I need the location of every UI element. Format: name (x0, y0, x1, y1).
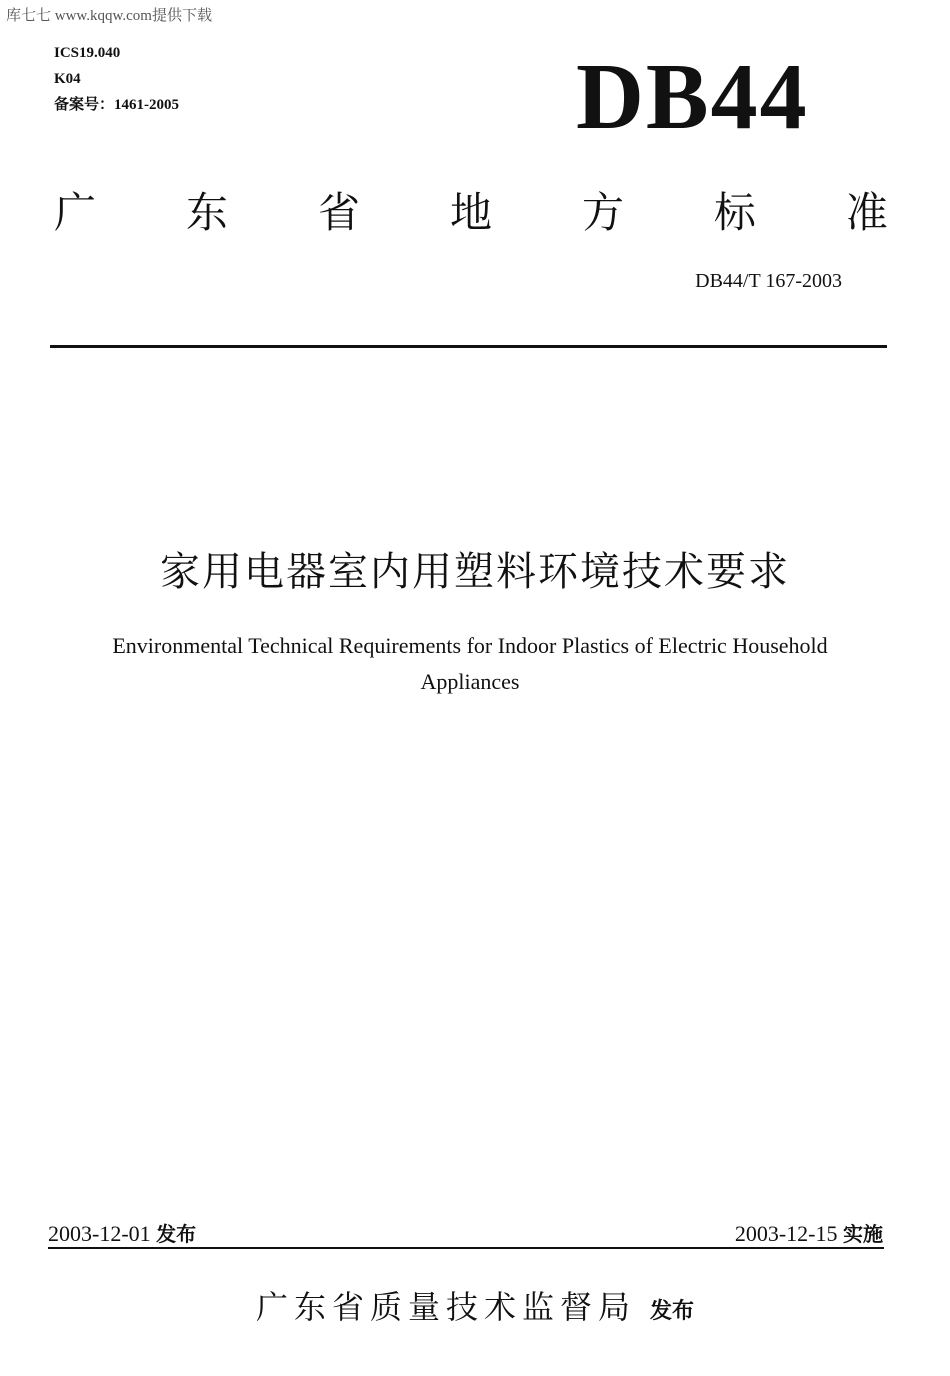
watermark-text: 库七七 www.kqqw.com提供下载 (6, 8, 212, 24)
footer-divider (48, 1247, 884, 1249)
implement-date-group (735, 1218, 883, 1247)
document-title-en (40, 628, 900, 700)
standard-type-char: 广 (54, 188, 97, 237)
publisher-action: 发布 (650, 1299, 695, 1324)
header-divider (50, 345, 887, 348)
title-en-line-2: Appliances (420, 669, 520, 694)
db-logo: DB44 (576, 45, 809, 149)
ics-code: ICS19.040 (54, 45, 121, 61)
publish-label: 发布 (156, 1222, 197, 1246)
publisher-org: 广东省质量技术监督局 (255, 1288, 636, 1326)
publisher-line (0, 1282, 950, 1328)
standard-number: DB44/T 167-2003 (695, 270, 842, 292)
publish-date: 2003-12-01 (48, 1221, 151, 1246)
classification-code: K04 (54, 71, 81, 87)
standard-type-char: 省 (317, 188, 360, 237)
standard-type-char: 地 (449, 188, 492, 237)
standard-type-char: 东 (185, 188, 228, 237)
standard-type-char: 方 (581, 188, 624, 237)
record-number: 备案号：1461-2005 (54, 97, 179, 113)
meta-block (54, 40, 179, 118)
date-row (48, 1213, 883, 1247)
standard-type-char: 标 (713, 188, 756, 237)
standard-type-heading (54, 180, 888, 240)
title-en-line-1: Environmental Technical Requirements for Indoor Plastics of Electric Household (112, 633, 828, 658)
publish-date-group (48, 1218, 196, 1247)
standard-type-char: 准 (845, 188, 888, 237)
implement-date: 2003-12-15 (734, 1221, 838, 1246)
document-title-cn: 家用电器室内用塑料环境技术要求 (160, 549, 790, 595)
implement-label: 实施 (843, 1222, 883, 1246)
